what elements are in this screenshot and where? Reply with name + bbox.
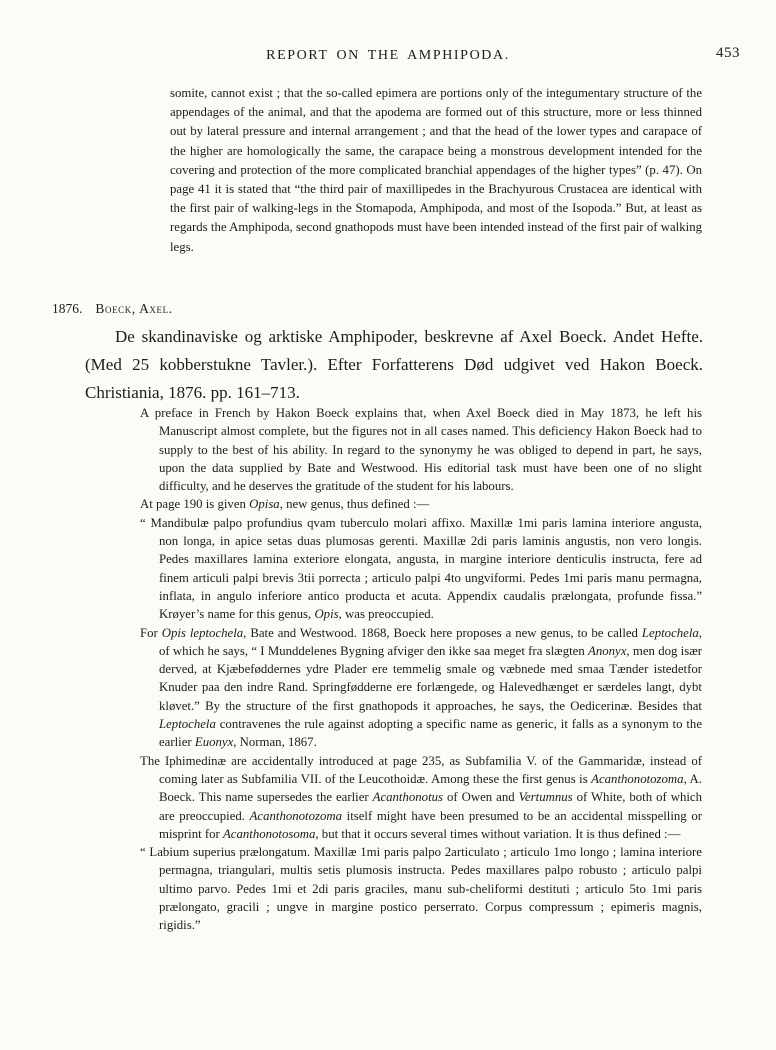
note-paragraph-iphimedinae: The Iphimedinæ are accidentally introduced at page 235, as Subfamilia V. of the Gammaridæ, instead of coming later as Subfamilia VII. of the Leucothoidæ. Among these the first genus is Acanthonotozoma, A. Boeck. This name supersedes the earlier Acanthonotus of Owen and Vertumnus of White, both of which are preoccupied. Acanthonotozoma itself might have been presumed to be an accidental misspelling or misprint for Acanthonotosoma, but that it occurs several times without variation. It is thus defined :— <box>140 753 702 841</box>
entry-author: Boeck, Axel. <box>95 301 173 316</box>
page-number: 453 <box>716 45 740 61</box>
running-title: REPORT ON THE AMPHIPODA. <box>266 48 510 63</box>
entry-heading <box>52 301 173 317</box>
note-paragraph-preface: A preface in French by Hakon Boeck explains that, when Axel Boeck died in May 1873, he left his Manuscript almost complete, but the figures not in all cases named. This deficiency Hakon Boeck had to supply to the best of his ability. In regard to the synonymy he was obliged to depend in part, he says, upon the data supplied by Bate and Westwood. His editorial task must have been one of no slight difficulty, and he deserves the gratitude of the student for his labours. <box>140 406 702 494</box>
notes-section <box>140 404 702 935</box>
note-paragraph-opisa: At page 190 is given Opisa, new genus, thus defined :— <box>140 497 430 512</box>
lead-paragraph: somite, cannot exist ; that the so-called epimera are portions only of the integumentary structure of the appendages of the animal, and that the apodema are formed out of this structure, more or less thinned out by lateral pressure and internal arrangement ; and that the head of the lower types and carapace of the higher are homologically the same, the carapace being a monstrous development intended for the covering and protection of the more complicated branchial appendages of the higher types” (p. 47). On page 41 it is stated that “the third pair of maxillipedes in the Brachyurous Crustacea are identical with the first pair of walking-legs in the Stomapoda, Amphipoda, and most of the Isopoda.” But, at least as regards the Amphipoda, second gnathopods must have been intended instead of the first pair of walking legs. <box>170 86 702 254</box>
note-paragraph-leptochela: For Opis leptochela, Bate and Westwood. 1868, Boeck here proposes a new genus, to be called Leptochela, of which he says, “ I Munddelenes Bygning afviger den ikke saa meget fra slægten Anonyx, men dog især derved, at Kjæbeføddernes ydre Plader ere temmelig smale og væbnede med smaa Tænder istedetfor Knuder paa den indre Rand. Springfødderne ere forlængede, og Halevedhænget er særdeles langt, dybt kløvet.” By the structure of the first gnathopods it approaches, he says, the Oedicerinæ. Besides that Leptochela contravenes the rule against adopting a specific name as generic, it falls as a synonym to the earlier Euonyx, Norman, 1867. <box>140 625 702 750</box>
entry-title: De skandinaviske og arktiske Amphipoder, beskrevne af Axel Boeck. Andet Hefte. (Med 25 kobberstukne Tavler.). Efter Forfatterens Død udgivet ved Hakon Boeck. Christiania, 1876. pp. 161–713. <box>85 327 703 402</box>
entry-year: 1876. <box>52 301 83 316</box>
page-header <box>0 46 776 64</box>
note-paragraph-mandibulae: “ Mandibulæ palpo profundius qvam tuberculo molari affixo. Maxillæ 1mi paris lamina interiore angusta, non longa, in apice setas duas plumosas gerenti. Maxillæ 2di paris laminis angustis, non vero longis. Pedes maxillares lamina exteriore elongata, angusta, in margine interiore denticulis instructa, fere ad finem articuli palpi brevis 3tii porrecta ; articulo palpi 4to ungviformi. Pedes 1mi paris manu permagna, inflata, in angulo inferiore antico producta et acuta. Appendix caudalis prælongata, profunde fissa.” Krøyer’s name for this genus, Opis, was preoccupied. <box>140 515 702 622</box>
note-paragraph-labium: “ Labium superius prælongatum. Maxillæ 1mi paris palpo 2articulato ; articulo 1mo longo ; lamina interiore permagna, triangulari, multis setis plumosis instructa. Pedes maxillares palpo robusto ; articulo palpi ultimo parvo. Pedes 1mi et 2di paris graciles, manu sub-cheliformi destituti ; articulo 5to 1mi paris prælongato, gracili ; ungve in margine postico perserrato. Corpus compressum ; epimeris magnis, rigidis.” <box>140 845 702 933</box>
